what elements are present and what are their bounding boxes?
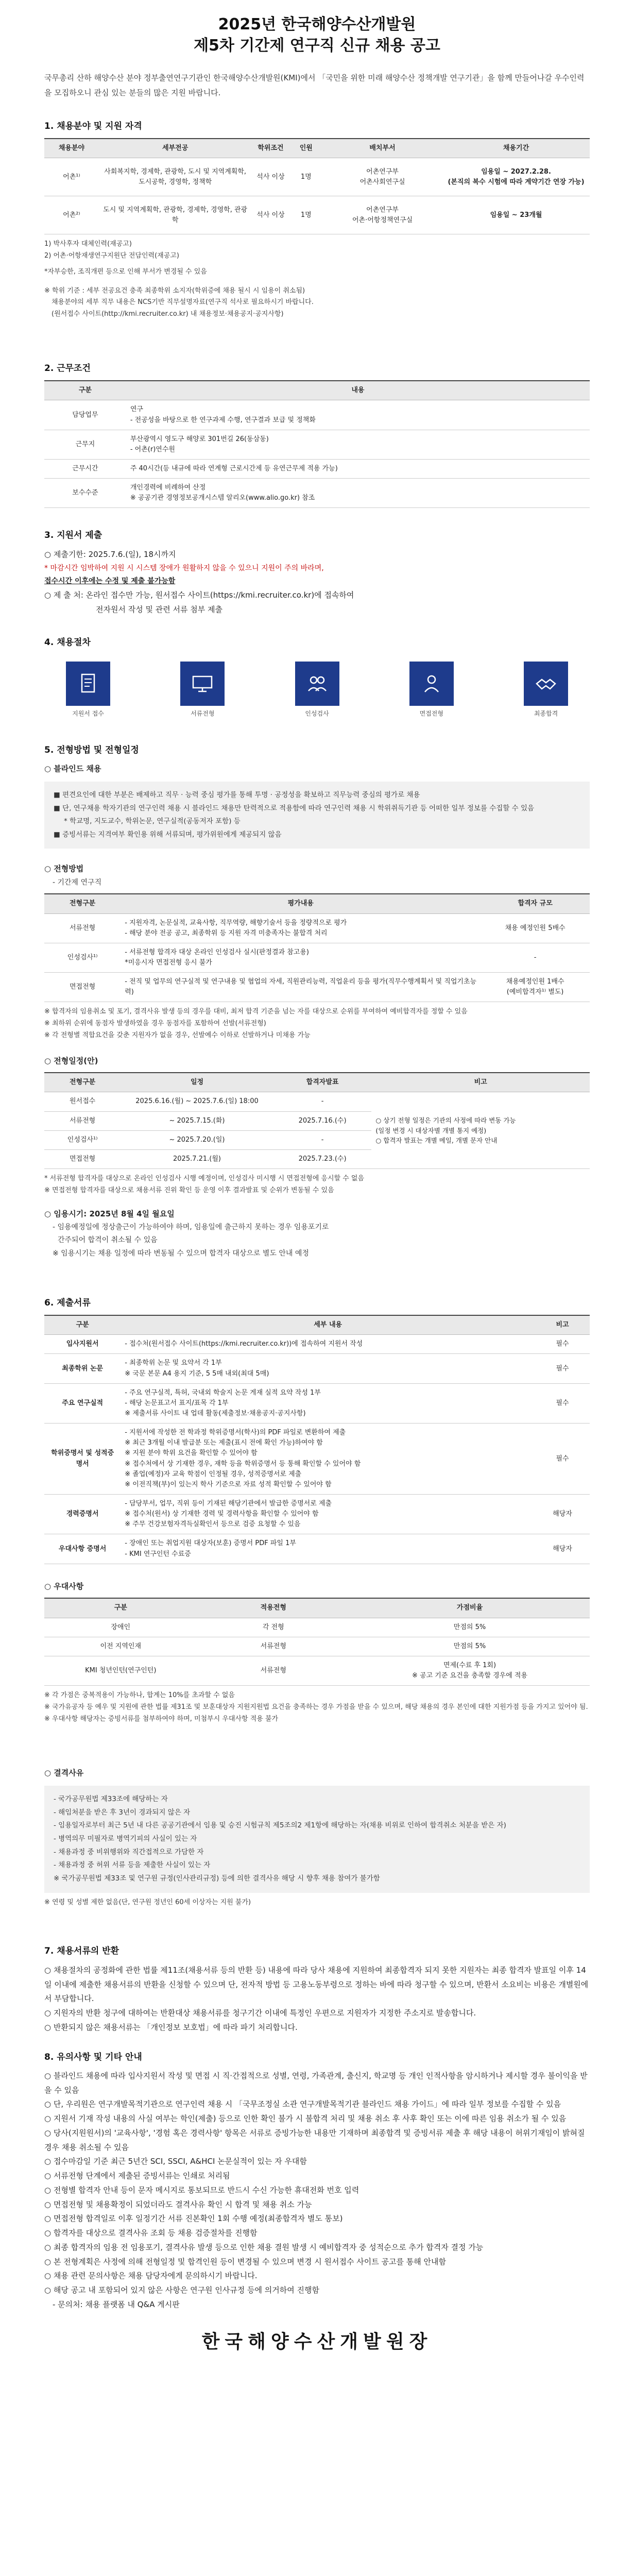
step-interview xyxy=(403,662,460,719)
cell: 근무지 xyxy=(44,430,126,459)
table-row xyxy=(44,1637,590,1656)
cell: 도시 및 지역계획학, 관광학, 경제학, 경영학, 관광학 xyxy=(99,196,252,234)
table-header: 세부 내용 xyxy=(121,1315,535,1335)
method-note: ※ 각 전형별 적합요건을 갖춘 지원자가 없을 경우, 선발예수 이하로 선발하거나 미채용 가능 xyxy=(44,1031,311,1039)
notice-line: ○ 합격자를 대상으로 결격사유 조회 등 채용 검증절차를 진행함 xyxy=(44,2228,258,2238)
return-line: ○ 채용절차의 공정화에 관한 법률 제11조(채용서류 등의 반환 등) 내용에 따라 당사 채용에 지원하여 최종합격자 되지 못한 지원자는 최종 합격자 발표일 이후 14일 이내에 제출한 채용서류의 반환을 신청할 수 있으며 단, 전자적 방법 등 고용노동부령으로 정하는 바에 따라 청구할 수 있으며, 반환서 소요비는 비용은 개별원에서 부담합니다. xyxy=(44,1965,589,2004)
cell: 어촌²⁾ xyxy=(44,196,99,234)
preference-title: ○ 우대사항 xyxy=(44,1581,84,1591)
notice-line: - 문의처: 채용 플랫폼 내 Q&A 게시판 xyxy=(53,2299,180,2309)
cell: 2025.7.16.(수) xyxy=(273,1111,372,1130)
section-heading: 2. 근무조건 xyxy=(44,363,91,374)
notice-line: ○ 전형별 합격자 안내 등이 문자 메시지로 통보되므로 반드시 수신 가능한 휴대전화 번호 입력 xyxy=(44,2185,359,2195)
blind-line: * 학교명, 지도교수, 학위논문, 연구실적(공동저자 포함) 등 xyxy=(64,817,241,826)
section-heading: 1. 채용분야 및 지원 자격 xyxy=(44,121,142,131)
table-header: 비고 xyxy=(535,1315,590,1335)
table-header: 학위조건 xyxy=(251,139,289,158)
table-header: 합격자 규모 xyxy=(481,894,590,913)
table-row xyxy=(44,913,590,943)
footnote: 2) 어촌·어항재생연구지원단 전담인력(재공고) xyxy=(44,252,179,260)
cell: ~ 2025.7.20.(일) xyxy=(121,1130,273,1149)
appointment-detail: ※ 임용시기는 채용 일정에 따라 변동될 수 있으며 합격자 대상으로 별도 안내 예정 xyxy=(53,1249,309,1258)
notice-line: ○ 면접전형 합격일로 이후 일정기간 서류 진본확인 1회 수행 예정(최종합격자 별도 통보) xyxy=(44,2214,343,2224)
step-final xyxy=(518,662,574,719)
table-row xyxy=(44,400,590,430)
cell: 면제(수료 후 1회) ※ 공고 기준 요건을 충족할 경우에 적용 xyxy=(350,1656,590,1685)
table-header: 채용기간 xyxy=(442,139,590,158)
notice-line: ○ 블라인드 채용에 따라 입사지원서 작성 및 면접 시 직·간접적으로 성별, 연령, 가족관계, 출신지, 학교명 등 개인 인적사항을 암시하거나 제시할 경우 불이익을 받을 수 있음 xyxy=(44,2071,588,2095)
section-qualifications xyxy=(44,120,590,320)
blind-line: ■ 단, 연구채용 학자기관의 연구인력 채용 시 블라인드 채용만 탄력적으로 적용함에 따라 연구인력 채용 시 학위취득기관 등 어떠한 일부 정보를 수집할 수 있음 xyxy=(54,804,535,812)
step-label: 인성검사 xyxy=(305,710,329,718)
table-row xyxy=(44,158,590,196)
table-row xyxy=(44,943,590,972)
table-row xyxy=(44,479,590,508)
cell: 만점의 5% xyxy=(350,1637,590,1656)
cell: 서류전형 xyxy=(197,1637,350,1656)
qualification-notes xyxy=(44,285,590,320)
cell: 필수 xyxy=(535,1354,590,1383)
cell: 각 전형 xyxy=(197,1618,350,1637)
cell: 인성검사¹⁾ xyxy=(44,943,121,972)
cell: - 주요 연구실적, 특허, 국내외 학술지 논문 게재 실적 요약 작성 1부 - 해당 논문표고서 표지/표목 각 1부 ※ 제출서류 사이트 내 업데 활동(제출정보·채용공지·공지사항) xyxy=(121,1383,535,1423)
table-header: 내용 xyxy=(126,381,590,400)
conditions-table xyxy=(44,380,590,508)
table-header: 세부전공 xyxy=(99,139,252,158)
cell: 연구 - 전공성을 바탕으로 한 연구과제 수행, 연구결과 보급 및 정책화 xyxy=(126,400,590,430)
cell: - 접수처(원서접수 사이트(https://kmi.recruiter.co.kr))에 접속하여 지원서 작성 xyxy=(121,1335,535,1354)
table-row xyxy=(44,460,590,479)
cell: ○ 상기 전형 일정은 기관의 사정에 따라 변동 가능 (일정 변경 시 대상자별 개별 통지 예정) ○ 합격자 발표는 개별 메일, 개별 문자 안내 xyxy=(371,1092,590,1169)
cell: 인성검사¹⁾ xyxy=(44,1130,121,1149)
blind-title: ○ 블라인드 채용 xyxy=(44,764,101,774)
preference-note: ※ 우대사항 해당자는 증빙서류를 첨부하여야 하며, 미첨부시 우대사항 적용 불가 xyxy=(44,1715,279,1723)
section-procedure xyxy=(44,636,590,719)
qualification-note: (원서접수 사이트(http://kmi.recruiter.co.kr) 내 채용정보·채용공지·공지사항) xyxy=(52,310,284,318)
cell: - xyxy=(273,1092,372,1111)
deadline-warning-strong: 접수시간 이후에는 수정 및 제출 불가능함 xyxy=(44,577,176,586)
notice-line: ○ 단, 우리원은 연구개발목적기관으로 연구인력 채용 시 「국무조정실 소관 연구개발목적기관 블라인드 채용 가이드」에 따라 일부 정보를 수집할 수 있음 xyxy=(44,2099,561,2109)
return-line: ○ 지원자의 반환 청구에 대하여는 반환대상 채용서류를 청구기간 이내에 특정인 우편으로 지원자가 지정한 주소지로 발송합니다. xyxy=(44,2008,476,2018)
monitor-icon xyxy=(180,662,225,706)
table-header: 인원 xyxy=(290,139,323,158)
cell: 입사지원서 xyxy=(44,1335,121,1354)
cell: 주요 연구실적 xyxy=(44,1383,121,1423)
qualification-note: 채용분야의 세부 직무 내용은 NCS기반 직무설명자료(연구직 석사로 필요하시기 바랍니다. xyxy=(52,298,314,307)
cell: 석사 이상 xyxy=(251,196,289,234)
cell: - 최종학위 논문 및 요약서 각 1부 ※ 국문 본문 A4 용지 기준, 5 5매 내외(최대 5매) xyxy=(121,1354,535,1383)
method-sub: - 기간제 연구직 xyxy=(53,878,102,887)
interview-icon xyxy=(409,662,454,706)
cell: 필수 xyxy=(535,1423,590,1495)
cell: 해당자 xyxy=(535,1534,590,1564)
section-notices xyxy=(44,2050,590,2312)
cell: 서류전형 xyxy=(44,1111,121,1130)
notice-line: ○ 서류전형 단계에서 제출된 증빙서류는 인쇄로 처리됨 xyxy=(44,2171,230,2181)
preference-notes xyxy=(44,1690,590,1725)
notice-line: ○ 접수마감일 기준 최근 5년간 SCI, SSCI, A&HCI 논문실적이 있는 자 우대함 xyxy=(44,2157,307,2166)
table-row xyxy=(44,1618,590,1637)
table-header: 합격자발표 xyxy=(273,1073,372,1092)
table-header: 배치부서 xyxy=(322,139,442,158)
appointment-title: ○ 임용시기: 2025년 8월 4일 월요일 xyxy=(44,1209,175,1218)
section-heading: 6. 제출서류 xyxy=(44,1297,91,1308)
method-note: ※ 합격자의 임용취소 및 포기, 결격사유 발생 등의 경우를 대비, 최저 합격 기준을 넘는 자를 대상으로 순위를 부여하여 예비합격자를 정할 수 있음 xyxy=(44,1008,468,1016)
cell: 필수 xyxy=(535,1335,590,1354)
cell: 2025.7.21.(월) xyxy=(121,1149,273,1168)
table-row xyxy=(44,196,590,234)
blind-box xyxy=(44,782,590,849)
step-label: 서류전형 xyxy=(191,710,215,718)
section-heading: 8. 유의사항 및 기타 안내 xyxy=(44,2052,142,2062)
cell: 근무시간 xyxy=(44,460,126,479)
cell: 1명 xyxy=(290,158,323,196)
cell: 부산광역시 영도구 해양로 301번길 26(동삼동) - 어촌(r)연수원 xyxy=(126,430,590,459)
disqualification-line: - 채용과정 중 비위행위와 직간접적으로 가담한 자 xyxy=(54,1848,204,1856)
section-submission xyxy=(44,529,590,617)
notice-line: ○ 지원서 기재 작성 내용의 사실 여부는 학인(제출) 등으로 인한 확인 불가 시 불합격 처리 및 채용 취소 후 사후 확인 또는 이에 따른 임용 취소가 될 수 있음 xyxy=(44,2114,567,2124)
title-line-2: 제5차 기간제 연구직 신규 채용 공고 xyxy=(194,36,440,55)
table-row xyxy=(44,1383,590,1423)
submission-place: ○ 제 출 처: 온라인 접수만 가능, 원서접수 사이트(https://kmi.recruiter.co.kr)에 접속하여 xyxy=(44,590,354,600)
cell: 장애인 xyxy=(44,1618,197,1637)
table-row xyxy=(44,1656,590,1685)
cell: 사회복지학, 경제학, 관광학, 도시 및 지역계획학, 도시공학, 경영학, 정책학 xyxy=(99,158,252,196)
cell: 서류전형 xyxy=(44,913,121,943)
cell: - xyxy=(273,1130,372,1149)
cell: - 장애인 또는 취업지원 대상자(보훈) 증명서 PDF 파일 1부 - KMI 연구인턴 수료증 xyxy=(121,1534,535,1564)
step-label: 면접전형 xyxy=(419,710,443,718)
submission-place-detail: 전자원서 작성 및 관련 서류 첨부 제출 xyxy=(96,605,222,615)
cell: 담당업무 xyxy=(44,400,126,430)
schedule-note: ※ 면접전형 합격자를 대상으로 채용서류 진위 확인 등 운영 이후 결과발표 및 순위가 변동될 수 있음 xyxy=(44,1186,334,1194)
table-row xyxy=(44,430,590,459)
method-table xyxy=(44,893,590,1002)
cell: KMI 청년인턴(연구인턴) xyxy=(44,1656,197,1685)
step-personality-test xyxy=(289,662,346,719)
table-header: 전형구분 xyxy=(44,894,121,913)
cell: 면접전형 xyxy=(44,1149,121,1168)
table-header: 구분 xyxy=(44,1598,197,1618)
intro-text: 국무총리 산하 해양수산 분야 정부출연연구기관인 한국해양수산개발원(KMI)에서 「국민을 위한 미래 해양수산 정책개발 연구기관」을 함께 만들어나갈 우수인력을 모집하오니 관심 있는 분들의 많은 지원 바랍니다. xyxy=(44,73,585,97)
cell: 원서접수 xyxy=(44,1092,121,1111)
footnote: *자부승한, 조직개편 등으로 인해 부서가 변경될 수 있음 xyxy=(44,267,207,276)
preference-table xyxy=(44,1598,590,1686)
table-header: 일정 xyxy=(121,1073,273,1092)
blind-line: ■ 편견요인에 대한 부분은 배제하고 직무 · 능력 중심 평가를 통해 투명 · 공정성을 확보하고 직무능력 중심의 평가로 채용 xyxy=(54,790,420,799)
table-row xyxy=(44,1423,590,1495)
footnote: 1) 박사후자 대체인력(재공고) xyxy=(44,240,132,248)
step-label: 최종합격 xyxy=(534,710,558,718)
notice-line: ○ 당사(지원원서)의 '교육사항', '경험 혹은 경력사항' 항목은 서류로 증빙가능한 내용만 기재하며 최종합격 및 증빙서류 제출 후 해당 내용이 허위기재임이 밝혀질 경우 채용 취소될 수 있음 xyxy=(44,2128,585,2152)
procedure-steps xyxy=(44,654,590,719)
section-heading: 7. 채용서류의 반환 xyxy=(44,1946,119,1957)
cell: - 전직 및 업무의 연구실적 및 연구내용 및 협업의 자세, 직원관리능력, 직업윤리 등을 평가(직무수행계획서 및 직업기초능력) xyxy=(121,973,481,1002)
return-line: ○ 반환되지 않은 채용서류는 「개인정보 보호법」에 따라 파기 처리합니다. xyxy=(44,2022,298,2032)
preference-note: ※ 각 가점은 중복적용이 가능하나, 합계는 10%를 초과할 수 없음 xyxy=(44,1691,235,1700)
cell: 주 40시간(등 내규에 따라 연계형 근로시간제 등 유연근무제 적용 가능) xyxy=(126,460,590,479)
blind-line: ■ 증빙서류는 지격여부 확인용 위해 서류되며, 평가위원에게 제공되지 않음 xyxy=(54,830,282,839)
schedule-table xyxy=(44,1072,590,1169)
cell: 보수수준 xyxy=(44,479,126,508)
cell: 어촌연구부 어촌사회연구실 xyxy=(322,158,442,196)
table-row xyxy=(44,1495,590,1534)
disqualification-box xyxy=(44,1786,590,1892)
cell: 우대사항 증명서 xyxy=(44,1534,121,1564)
cell: 채용예정인원 1배수 (예비합격자¹⁾ 별도) xyxy=(481,973,590,1002)
preference-note: ※ 국가유공자 등 예우 및 지원에 관한 법률 제31조 및 보훈대상자 지원지원법 요건을 충족하는 경우 가점을 받을 수 있으며, 해당 채용의 경우 본인에 대한 지원가점 등을 가지고 있어야 됨. xyxy=(44,1703,588,1711)
table-row xyxy=(44,1335,590,1354)
cell: 면접전형 xyxy=(44,973,121,1002)
cell: 2025.6.16.(월) ~ 2025.7.6.(일) 18:00 xyxy=(121,1092,273,1111)
section-documents xyxy=(44,1296,590,1909)
handshake-icon xyxy=(524,662,568,706)
disqualification-line: - 해임처분을 받은 후 3년이 경과되지 않은 자 xyxy=(54,1808,191,1817)
cell: 임용일 ~ 2027.2.28. (본직의 복수 시험에 따라 계약기간 연장 가능) xyxy=(442,158,590,196)
document-icon xyxy=(66,662,110,706)
section-heading: 5. 전형방법 및 전형일정 xyxy=(44,744,139,755)
cell: - 서류전형 합격자 대상 온라인 인성검사 실시(판정결과 참고용) *미응시자 면접전형 응시 불가 xyxy=(121,943,481,972)
qualification-table xyxy=(44,138,590,234)
disqualification-title: ○ 결격사유 xyxy=(44,1768,84,1778)
cell: 경력증명서 xyxy=(44,1495,121,1534)
method-notes xyxy=(44,1006,590,1041)
step-document-screening xyxy=(174,662,231,719)
notice-line: ○ 본 전형계획은 사정에 의해 전형일정 및 합격인원 등이 변경될 수 있으며 변경 시 원서접수 사이트 공고를 통해 안내함 xyxy=(44,2257,446,2266)
documents-table xyxy=(44,1315,590,1564)
table-header: 구분 xyxy=(44,1315,121,1335)
notice-line: ○ 최종 합격자의 임용 전 임용포기, 결격사유 발생 등으로 인한 채용 결원 발생 시 예비합격자 중 성적순으로 추가 합격자 결정 가능 xyxy=(44,2242,484,2252)
issuer-signature: 한국해양수산개발원장 xyxy=(201,2330,433,2352)
cell: 어촌연구부 어촌·어항정책연구실 xyxy=(322,196,442,234)
schedule-title: ○ 전형일정(안) xyxy=(44,1056,98,1065)
cell: 임용일 ~ 23개월 xyxy=(442,196,590,234)
title-line-1: 2025년 한국해양수산개발원 xyxy=(218,15,416,33)
step-application xyxy=(60,662,116,719)
table-row xyxy=(44,1534,590,1564)
section-selection xyxy=(44,743,590,1260)
cell: 석사 이상 xyxy=(251,158,289,196)
schedule-notes xyxy=(44,1173,590,1197)
cell: 채용 예정인원 5배수 xyxy=(481,913,590,943)
page-title xyxy=(44,14,590,56)
disqualification-line: - 채용과정 중 허위 서류 등을 제출한 사실이 있는 자 xyxy=(54,1861,211,1870)
cell: 어촌¹⁾ xyxy=(44,158,99,196)
deadline-warning: * 마감시간 임박하여 지원 시 시스템 장애가 원활하지 않을 수 있으니 지원이 주의 바라며, xyxy=(44,564,324,572)
cell: - 지원자격, 논문실적, 교육사항, 직무역량, 해향기술서 등을 정량적으로 평가 - 해당 분야 전공 공고, 최종학위 등 지원 자격 미충족자는 불합격 처리 xyxy=(121,913,481,943)
step-label: 지원서 접수 xyxy=(72,710,104,718)
deadline: ○ 제출기한: 2025.7.6.(일), 18시까지 xyxy=(44,549,176,559)
table-row xyxy=(44,1092,590,1111)
cell: ~ 2025.7.15.(화) xyxy=(121,1111,273,1130)
schedule-note: * 서류전형 합격자를 대상으로 온라인 인성검사 시행 예정이며, 인성검사 미시행 시 면접전형에 응시할 수 없음 xyxy=(44,1175,365,1183)
method-title: ○ 전형방법 xyxy=(44,864,84,874)
disqualification-line: - 병역의무 미필자로 병역기피의 사실이 있는 자 xyxy=(54,1835,197,1843)
table-header: 가점비율 xyxy=(350,1598,590,1618)
cell: 만점의 5% xyxy=(350,1618,590,1637)
cell: 1명 xyxy=(290,196,323,234)
qualification-note: ※ 학위 기준 : 세부 전공요건 충족 최종학위 소지자(학위증에 채용 될시 시 임용이 취소됨) xyxy=(44,286,305,295)
section-heading: 4. 채용절차 xyxy=(44,637,91,648)
cell: 이전 지역인재 xyxy=(44,1637,197,1656)
cell: 학위증명서 및 성적증명서 xyxy=(44,1423,121,1495)
notice-line: ○ 채용 관련 문의사항은 채용 담당자에게 문의하시기 바랍니다. xyxy=(44,2271,258,2281)
footnotes xyxy=(44,239,590,278)
table-row xyxy=(44,973,590,1002)
section-working-conditions xyxy=(44,362,590,508)
cell: 서류전형 xyxy=(197,1656,350,1685)
disqualification-line: ※ 국가공무원법 제33조 및 연구원 규정(인사관리규정) 등에 의한 결격사유 해당 시 향후 채용 참여가 불가함 xyxy=(54,1874,380,1883)
age-note: ※ 연령 및 성별 제한 없음(단, 연구원 정년인 60세 이상자는 지원 불가) xyxy=(44,1898,251,1906)
cell: - xyxy=(481,943,590,972)
disqualification-line: - 국가공무원법 제33조에 해당하는 자 xyxy=(54,1795,168,1804)
table-header: 평가내용 xyxy=(121,894,481,913)
cell: 필수 xyxy=(535,1383,590,1423)
notice-line: ○ 면접전형 및 채용확정이 되었더라도 결격사유 확인 시 합격 및 채용 취소 가능 xyxy=(44,2199,312,2209)
cell: 개인경력에 비례하여 산정 ※ 공공기관 경영정보공개시스템 알리오(www.alio.go.kr) 참조 xyxy=(126,479,590,508)
section-heading: 3. 지원서 제출 xyxy=(44,530,102,541)
cell: 해당자 xyxy=(535,1495,590,1534)
table-header: 적용전형 xyxy=(197,1598,350,1618)
section-document-return xyxy=(44,1944,590,2035)
table-header: 비고 xyxy=(371,1073,590,1092)
table-header: 구분 xyxy=(44,381,126,400)
cell: 최종학위 논문 xyxy=(44,1354,121,1383)
table-row xyxy=(44,1354,590,1383)
cell: - 담당부서, 업무, 직위 등이 기재된 해당기관에서 발급한 증명서로 제출 ※ 접수처(원서) 상 기재한 경력 및 경력사항을 확인할 수 있어야 함 ※ 주무 건강보험자격득실확인서 등으로 검증 요청할 수 있음 xyxy=(121,1495,535,1534)
notice-line: ○ 해당 공고 내 포함되어 있지 않은 사항은 연구원 인사규정 등에 의거하여 진행함 xyxy=(44,2285,319,2295)
method-note: ※ 최하위 순위에 동점자 발생하였을 경우 동점자를 포함하여 선발(서류전형) xyxy=(44,1020,266,1028)
people-icon xyxy=(295,662,339,706)
appointment-detail: 간주되어 합격이 취소될 수 있음 xyxy=(58,1236,158,1245)
table-header: 전형구분 xyxy=(44,1073,121,1092)
cell: 2025.7.23.(수) xyxy=(273,1149,372,1168)
cell: - 지원서에 작성한 전 학과정 학위증명서(학사)의 PDF 파일로 변환하여 제출 ※ 최근 3개월 이내 발급분 또는 제출(표시 전에 확인 가능)하여야 함 ※ 지원 분야 학위 요건을 확인할 수 있어야 함 ※ 접수처에서 상 기재한 경우, 재학 등을 학위증명서 등 통해 확인할 수 있어야 함 ※ 졸업(예정)자 교육 학점이 인정될 경우, 성적증명서로 제출 ※ 이전직책(부)이 있는지 학사 기준으로 자료 성적 확인할 수 있어야 함 xyxy=(121,1423,535,1495)
disqualification-line: - 임용일자로부터 최근 5년 내 다른 공공기관에서 임용 및 승진 시험규칙 제5조의2 제1항에 해당하는 자(채용 비위로 인하여 합격취소 처분을 받은 자) xyxy=(54,1821,506,1830)
appointment-detail: - 임용예정일에 정상출근이 가능하여야 하며, 임용일에 출근하지 못하는 경우 임용포기로 xyxy=(53,1223,329,1232)
table-header: 채용분야 xyxy=(44,139,99,158)
